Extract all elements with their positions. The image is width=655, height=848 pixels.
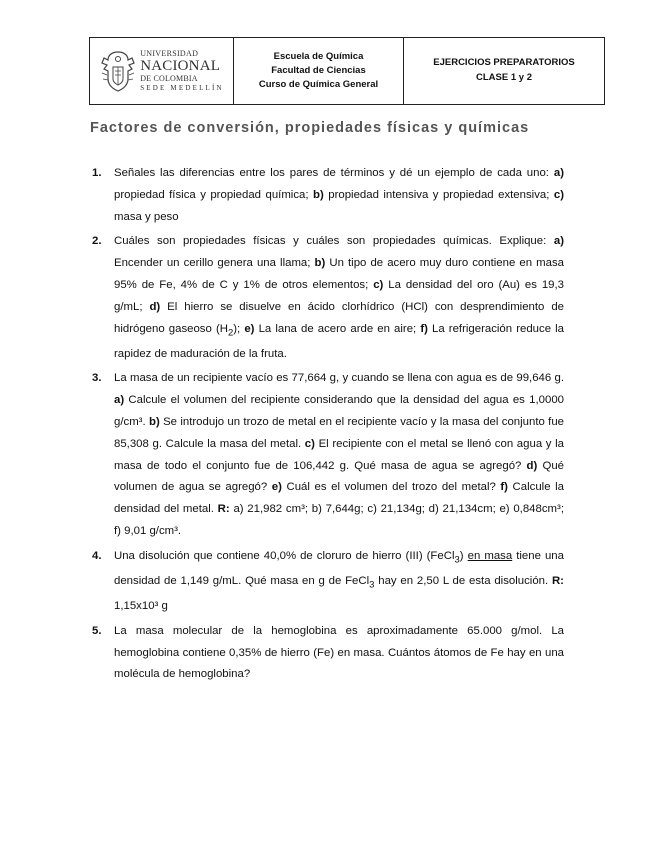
part-label: b): [314, 257, 326, 270]
exercise-text: Cuál es el volumen del trozo del metal?: [281, 481, 501, 494]
part-label: e): [271, 481, 282, 494]
page-title: Factores de conversión, propiedades físicas y químicas: [90, 120, 530, 136]
exercise-text: Se introdujo un trozo de metal en el recipiente vacío y la masa del conjunto fue 85,308 g. Calcule la masa del metal.: [114, 416, 564, 450]
exercise-item: [92, 231, 564, 365]
subscript: 3: [454, 554, 460, 566]
underlined-text: en masa: [467, 549, 513, 562]
exercise-text: La densidad del oro (Au) es 19,3 g/mL;: [114, 278, 564, 313]
coat-of-arms-icon: [99, 49, 137, 93]
logo-line-colombia: DE COLOMBIA: [140, 74, 198, 83]
exercise-number: 4.: [92, 549, 102, 562]
part-label: f): [420, 322, 428, 335]
exercise-text: ): [459, 549, 468, 562]
exercise-item: [92, 621, 564, 686]
exercise-type: EJERCICIOS PREPARATORIOS: [433, 57, 575, 69]
exercise-list: [92, 163, 564, 689]
part-label: b): [148, 416, 160, 429]
exercise-item: [92, 368, 564, 542]
part-label: c): [553, 188, 564, 201]
part-label: e): [244, 322, 255, 335]
class-label: CLASE 1 y 2: [476, 72, 532, 83]
exercise-text: La masa molecular de la hemoglobina es aproximadamente 65.000 g/mol. La hemoglobina contiene 0,35% de hierro (Fe) en masa. Cuántos átomos de Fe hay en una molécula de hemoglobina?: [114, 624, 564, 681]
part-label: d): [149, 300, 161, 313]
faculty-name: Facultad de Ciencias: [271, 64, 366, 76]
subscript: 3: [369, 579, 375, 591]
school-name: Escuela de Química: [273, 50, 364, 62]
exercise-item: [92, 163, 564, 228]
school-info-cell: [234, 38, 404, 104]
exercise-text: masa y peso: [114, 210, 179, 223]
exercise-text: Un tipo de acero muy duro contiene en masa 95% de Fe, 4% de C y 1% de otros elementos;: [114, 257, 564, 291]
exercise-item: [92, 546, 564, 618]
exercise-text: El hierro se disuelve en ácido clorhídrico (HCl) con desprendimiento de hidrógeno gaseoso (H: [114, 300, 565, 335]
answer-label: R:: [217, 503, 230, 516]
exercise-text: hay en 2,50 L de esta disolución.: [374, 574, 552, 587]
part-label: c): [373, 278, 384, 291]
answer-text: a) 21,982 cm³; b) 7,644g; c) 21,134g; d) 21,134cm; e) 0,848cm³; f) 9,01 g/cm³.: [114, 503, 564, 538]
logo-line-nacional: NACIONAL: [140, 58, 221, 74]
part-label: d): [526, 459, 538, 472]
exercise-text: Señales las diferencias entre los pares de términos y dé un ejemplo de cada uno:: [114, 167, 554, 179]
exercise-text: propiedad intensiva y propiedad extensiva;: [323, 188, 554, 201]
exercise-text: La masa de un recipiente vacío es 77,664 g, y cuando se llena con agua es de 99,646 g.: [114, 372, 564, 385]
part-label: a): [553, 167, 564, 179]
part-label: c): [304, 437, 315, 450]
exercise-text: El recipiente con el metal se llenó con agua y la masa de todo el conjunto fue de 106,442 g. Qué masa de agua se agregó?: [114, 437, 565, 472]
logo-line-universidad: UNIVERSIDAD: [140, 49, 199, 58]
part-label: a): [553, 235, 564, 248]
exercise-text: Calcule la densidad del metal.: [114, 481, 564, 516]
exercise-number: 1.: [92, 167, 102, 179]
document-header: [89, 37, 605, 105]
course-name: Curso de Química General: [258, 79, 379, 91]
exercise-text: La refrigeración reduce la rapidez de maduración de la fruta.: [114, 322, 564, 360]
university-logo: [99, 49, 224, 93]
part-label: f): [500, 481, 508, 494]
exercise-text: );: [233, 322, 245, 335]
subscript: 2: [227, 326, 234, 338]
answer-text: 1,15x10³ g: [114, 599, 168, 612]
logo-cell: [90, 38, 234, 104]
exercise-text: Qué volumen de agua se agregó?: [114, 459, 564, 494]
logo-line-sede: SEDE MEDELLÍN: [140, 84, 224, 92]
exercise-info-cell: [404, 38, 604, 104]
exercise-text: Encender un cerillo genera una llama;: [114, 257, 315, 270]
part-label: b): [313, 188, 324, 201]
exercise-text: Calcule el volumen del recipiente considerando que la densidad del agua es 1,0000 g/cm³.: [114, 394, 564, 429]
exercise-text: propiedad física y propiedad química;: [114, 188, 314, 201]
exercise-text: tiene una densidad de 1,149 g/mL. Qué masa en g de FeCl: [114, 549, 564, 587]
exercise-text: Una disolución que contiene 40,0% de cloruro de hierro (III) (FeCl: [114, 549, 455, 562]
part-label: a): [114, 394, 125, 407]
exercise-number: 5.: [92, 624, 102, 637]
answer-label: R:: [551, 574, 564, 587]
exercise-number: 3.: [92, 372, 102, 385]
exercise-text: Cuáles son propiedades físicas y cuáles son propiedades químicas. Explique:: [114, 235, 554, 248]
exercise-number: 2.: [92, 235, 102, 248]
exercise-text: La lana de acero arde en aire;: [254, 322, 421, 335]
